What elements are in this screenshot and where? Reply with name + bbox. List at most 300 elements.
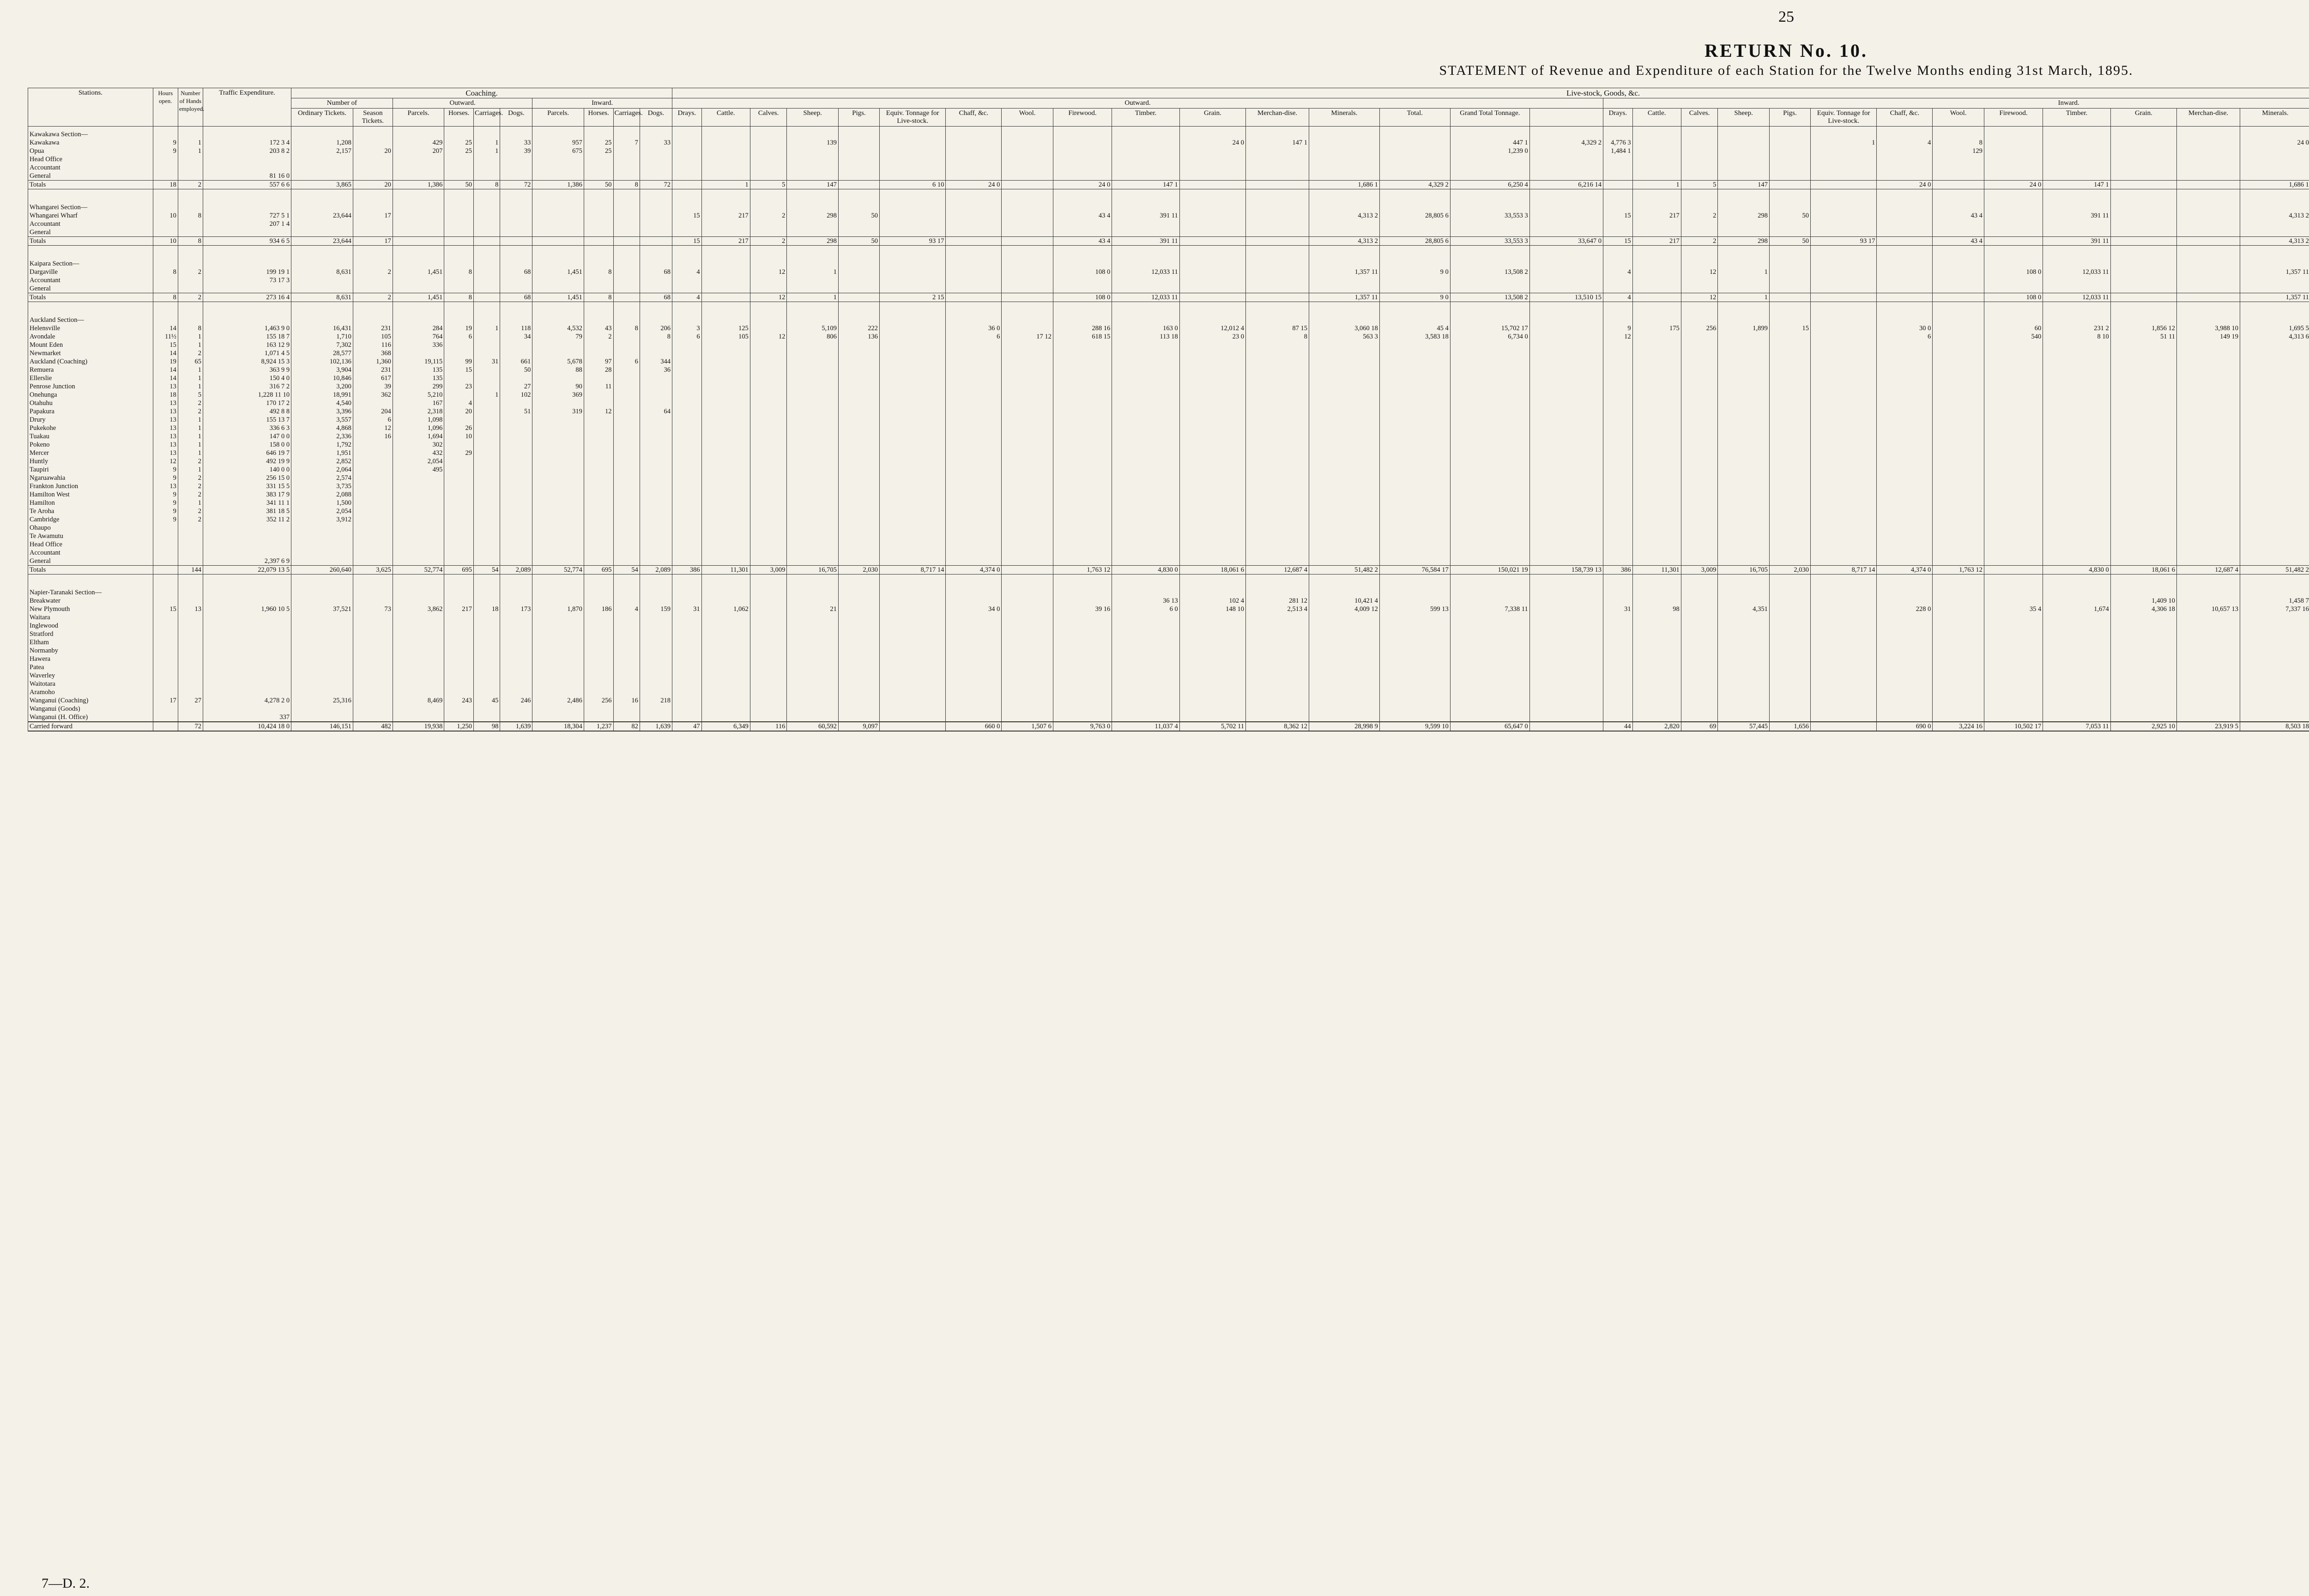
cell-value bbox=[1769, 228, 1810, 237]
cell-value bbox=[1718, 696, 1769, 705]
cell-value: 5,702 11 bbox=[1179, 722, 1245, 731]
cell-value bbox=[672, 696, 701, 705]
cell-value bbox=[1246, 490, 1309, 499]
cell-value: 19,115 bbox=[393, 357, 444, 366]
cell-value bbox=[2240, 622, 2309, 630]
cell-value bbox=[640, 276, 672, 284]
cell-value: 51,482 2 bbox=[2240, 566, 2309, 574]
cell-value bbox=[178, 284, 203, 293]
empty-cell bbox=[1984, 127, 2043, 139]
cell-value bbox=[2043, 532, 2111, 540]
cell-value bbox=[1933, 557, 1984, 566]
cell-value bbox=[1309, 163, 1380, 172]
table-row bbox=[28, 540, 2309, 549]
cell-value bbox=[946, 268, 1002, 276]
cell-value: 8 bbox=[1933, 139, 1984, 147]
cell-value: 260,640 bbox=[291, 566, 353, 574]
cell-value bbox=[672, 366, 701, 374]
cell-value bbox=[1309, 228, 1380, 237]
cell-value bbox=[532, 540, 584, 549]
cell-value bbox=[838, 622, 879, 630]
cell-value: 9 bbox=[153, 507, 178, 515]
cell-value bbox=[750, 597, 787, 605]
col-out-chaff: Chaff, &c. bbox=[946, 109, 1002, 127]
cell-value bbox=[2240, 613, 2309, 622]
cell-value bbox=[946, 705, 1002, 713]
cell-value bbox=[613, 332, 640, 341]
empty-cell bbox=[2240, 585, 2309, 597]
cell-value bbox=[1769, 490, 1810, 499]
cell-value bbox=[1877, 490, 1933, 499]
empty-cell bbox=[1811, 312, 1877, 324]
cell-value bbox=[1053, 663, 1112, 671]
cell-value bbox=[672, 713, 701, 722]
cell-value: 17 bbox=[153, 696, 178, 705]
cell-value bbox=[672, 147, 701, 155]
cell-value bbox=[2110, 212, 2176, 220]
cell-value bbox=[1933, 155, 1984, 163]
cell-value: 1,856 12 bbox=[2110, 324, 2176, 332]
cell-value bbox=[474, 341, 500, 349]
empty-cell bbox=[2043, 246, 2111, 256]
cell-value bbox=[613, 382, 640, 391]
cell-value bbox=[532, 349, 584, 357]
cell-value bbox=[532, 490, 584, 499]
empty-cell bbox=[393, 200, 444, 212]
cell-value: 10,657 13 bbox=[2177, 605, 2240, 613]
cell-value bbox=[1379, 630, 1450, 638]
cell-value bbox=[1112, 622, 1180, 630]
cell-value bbox=[353, 228, 393, 237]
cell-value: 16 bbox=[613, 696, 640, 705]
cell-value bbox=[153, 155, 178, 163]
cell-value: 140 0 0 bbox=[203, 466, 291, 474]
table-row bbox=[28, 374, 2309, 382]
cell-value bbox=[500, 212, 532, 220]
cell-value bbox=[1529, 474, 1603, 482]
cell-value bbox=[1877, 391, 1933, 399]
cell-value bbox=[474, 630, 500, 638]
cell-value bbox=[1002, 482, 1053, 490]
cell-value bbox=[1933, 482, 1984, 490]
cell-value bbox=[532, 212, 584, 220]
cell-value bbox=[701, 482, 750, 490]
cell-value bbox=[1811, 155, 1877, 163]
empty-cell bbox=[672, 574, 701, 585]
cell-value: 495 bbox=[393, 466, 444, 474]
cell-value: 540 bbox=[1984, 332, 2043, 341]
station-name: Onehunga bbox=[28, 391, 153, 399]
empty-cell bbox=[153, 256, 178, 268]
empty-cell bbox=[532, 302, 584, 313]
cell-value: 690 0 bbox=[1877, 722, 1933, 731]
cell-value bbox=[1811, 163, 1877, 172]
empty-cell bbox=[1984, 256, 2043, 268]
cell-value bbox=[474, 540, 500, 549]
cell-value: 76,584 17 bbox=[1379, 566, 1450, 574]
cell-value bbox=[1529, 597, 1603, 605]
cell-value bbox=[1681, 557, 1718, 566]
cell-value: 2,030 bbox=[838, 566, 879, 574]
cell-value bbox=[701, 613, 750, 622]
empty-cell bbox=[880, 312, 946, 324]
empty-cell bbox=[640, 189, 672, 200]
cell-value bbox=[1529, 324, 1603, 332]
cell-value: 1,451 bbox=[532, 293, 584, 302]
cell-value bbox=[1984, 374, 2043, 382]
cell-value bbox=[1450, 696, 1529, 705]
cell-value bbox=[640, 671, 672, 680]
cell-value bbox=[532, 482, 584, 490]
cell-value bbox=[1179, 532, 1245, 540]
cell-value bbox=[2110, 655, 2176, 663]
cell-value bbox=[291, 688, 353, 696]
station-name: Pukekohe bbox=[28, 424, 153, 432]
cell-value: 18,991 bbox=[291, 391, 353, 399]
cell-value bbox=[1811, 220, 1877, 228]
cell-value: 15 bbox=[444, 366, 474, 374]
empty-cell bbox=[178, 189, 203, 200]
cell-value bbox=[1246, 293, 1309, 302]
cell-value bbox=[2110, 466, 2176, 474]
cell-value bbox=[1179, 276, 1245, 284]
cell-value bbox=[880, 228, 946, 237]
empty-cell bbox=[28, 574, 153, 585]
empty-cell bbox=[613, 585, 640, 597]
cell-value bbox=[701, 366, 750, 374]
cell-value bbox=[1053, 524, 1112, 532]
cell-value: 1 bbox=[474, 147, 500, 155]
cell-value: 1 bbox=[178, 466, 203, 474]
cell-value bbox=[1718, 474, 1769, 482]
cell-value bbox=[1002, 155, 1053, 163]
cell-value bbox=[880, 391, 946, 399]
cell-value bbox=[787, 228, 838, 237]
cell-value bbox=[701, 499, 750, 507]
cell-value bbox=[1632, 638, 1681, 647]
cell-value: 8 bbox=[178, 212, 203, 220]
cell-value: 108 0 bbox=[1984, 268, 2043, 276]
cell-value bbox=[1246, 515, 1309, 524]
empty-cell bbox=[1053, 246, 1112, 256]
empty-cell bbox=[946, 189, 1002, 200]
cell-value bbox=[672, 507, 701, 515]
cell-value bbox=[1112, 407, 1180, 416]
cell-value: 47 bbox=[672, 722, 701, 731]
cell-value: 9 0 bbox=[1379, 268, 1450, 276]
cell-value bbox=[1179, 680, 1245, 688]
cell-value: 16,431 bbox=[291, 324, 353, 332]
cell-value bbox=[838, 490, 879, 499]
cell-value bbox=[1529, 630, 1603, 638]
cell-value bbox=[1811, 713, 1877, 722]
cell-value: 139 bbox=[787, 139, 838, 147]
cell-value: 28,577 bbox=[291, 349, 353, 357]
table-row bbox=[28, 466, 2309, 474]
empty-cell bbox=[1002, 312, 1053, 324]
cell-value bbox=[474, 268, 500, 276]
cell-value bbox=[532, 276, 584, 284]
empty-cell bbox=[500, 127, 532, 139]
cell-value bbox=[1769, 441, 1810, 449]
cell-value: 217 bbox=[701, 212, 750, 220]
cell-value bbox=[613, 713, 640, 722]
cell-value bbox=[787, 647, 838, 655]
cell-value bbox=[1379, 663, 1450, 671]
cell-value: 618 15 bbox=[1053, 332, 1112, 341]
cell-value: 806 bbox=[787, 332, 838, 341]
cell-value: 1 bbox=[787, 268, 838, 276]
cell-value bbox=[880, 507, 946, 515]
cell-value bbox=[1379, 688, 1450, 696]
cell-value bbox=[750, 324, 787, 332]
cell-value bbox=[584, 416, 613, 424]
table-row bbox=[28, 407, 2309, 416]
cell-value: 73 17 3 bbox=[203, 276, 291, 284]
cell-value: 11,037 4 bbox=[1112, 722, 1180, 731]
cell-value bbox=[1718, 172, 1769, 181]
cell-value bbox=[1112, 532, 1180, 540]
cell-value bbox=[838, 474, 879, 482]
empty-cell bbox=[1246, 200, 1309, 212]
cell-value bbox=[1984, 399, 2043, 407]
cell-value bbox=[701, 449, 750, 457]
cell-value bbox=[1529, 147, 1603, 155]
empty-cell bbox=[353, 189, 393, 200]
cell-value bbox=[178, 713, 203, 722]
empty-cell bbox=[291, 127, 353, 139]
cell-value bbox=[640, 713, 672, 722]
empty-cell bbox=[1179, 246, 1245, 256]
cell-value bbox=[500, 172, 532, 181]
cell-value bbox=[291, 680, 353, 688]
cell-value bbox=[2177, 424, 2240, 432]
cell-value bbox=[946, 688, 1002, 696]
cell-value bbox=[880, 416, 946, 424]
cell-value bbox=[1450, 613, 1529, 622]
cell-value bbox=[291, 540, 353, 549]
cell-value bbox=[1769, 399, 1810, 407]
cell-value bbox=[2177, 441, 2240, 449]
cell-value bbox=[1002, 382, 1053, 391]
cell-value bbox=[2177, 237, 2240, 246]
cell-value bbox=[701, 155, 750, 163]
cell-value: 57,445 bbox=[1718, 722, 1769, 731]
cell-value bbox=[2043, 663, 2111, 671]
cell-value bbox=[1603, 613, 1632, 622]
cell-value: 331 15 5 bbox=[203, 482, 291, 490]
empty-cell bbox=[1379, 312, 1450, 324]
footer-note: 7—D. 2. bbox=[42, 1576, 90, 1591]
cell-value bbox=[1379, 549, 1450, 557]
col-out-pigs: Pigs. bbox=[838, 109, 879, 127]
cell-value: 20 bbox=[353, 181, 393, 189]
revenue-expenditure-table bbox=[28, 88, 2309, 732]
section-name: Kawakawa Section— bbox=[28, 127, 153, 139]
cell-value bbox=[1112, 663, 1180, 671]
empty-cell bbox=[1603, 256, 1632, 268]
cell-value bbox=[2043, 696, 2111, 705]
cell-value bbox=[672, 655, 701, 663]
cell-value bbox=[1984, 220, 2043, 228]
cell-value bbox=[838, 482, 879, 490]
cell-value bbox=[2043, 155, 2111, 163]
cell-value bbox=[1769, 524, 1810, 532]
cell-value bbox=[701, 688, 750, 696]
cell-value bbox=[787, 549, 838, 557]
cell-value bbox=[291, 228, 353, 237]
cell-value bbox=[393, 474, 444, 482]
empty-cell bbox=[584, 256, 613, 268]
empty-cell bbox=[672, 189, 701, 200]
cell-value bbox=[1002, 212, 1053, 220]
cell-value bbox=[1632, 671, 1681, 680]
cell-value bbox=[750, 276, 787, 284]
cell-value bbox=[672, 220, 701, 228]
cell-value bbox=[2240, 284, 2309, 293]
cell-value bbox=[880, 220, 946, 228]
empty-cell bbox=[532, 256, 584, 268]
cell-value: 2,030 bbox=[1769, 566, 1810, 574]
cell-value bbox=[1309, 663, 1380, 671]
empty-cell bbox=[838, 127, 879, 139]
empty-cell bbox=[2043, 302, 2111, 313]
cell-value bbox=[1450, 163, 1529, 172]
cell-value bbox=[1179, 349, 1245, 357]
cell-value bbox=[1603, 532, 1632, 540]
cell-value bbox=[1632, 549, 1681, 557]
cell-value bbox=[787, 638, 838, 647]
cell-value: 28 bbox=[584, 366, 613, 374]
empty-cell bbox=[1718, 574, 1769, 585]
cell-value bbox=[1246, 449, 1309, 457]
cell-value bbox=[880, 705, 946, 713]
cell-value bbox=[500, 663, 532, 671]
table-row bbox=[28, 490, 2309, 499]
cell-value bbox=[1379, 382, 1450, 391]
cell-value bbox=[178, 663, 203, 671]
cell-value bbox=[1811, 524, 1877, 532]
table-row bbox=[28, 449, 2309, 457]
cell-value bbox=[1379, 357, 1450, 366]
cell-value bbox=[203, 655, 291, 663]
cell-value: 13 bbox=[153, 424, 178, 432]
cell-value: 8,631 bbox=[291, 268, 353, 276]
cell-value: 2 bbox=[178, 268, 203, 276]
cell-value bbox=[2110, 276, 2176, 284]
cell-value bbox=[946, 276, 1002, 284]
cell-value bbox=[1309, 139, 1380, 147]
cell-value bbox=[701, 276, 750, 284]
cell-value bbox=[1002, 163, 1053, 172]
cell-value: 4,009 12 bbox=[1309, 605, 1380, 613]
cell-value bbox=[1179, 424, 1245, 432]
cell-value bbox=[1309, 466, 1380, 474]
cell-value bbox=[2110, 638, 2176, 647]
cell-value bbox=[1877, 499, 1933, 507]
cell-value bbox=[393, 237, 444, 246]
cell-value bbox=[1811, 172, 1877, 181]
cell-value bbox=[1002, 540, 1053, 549]
cell-value bbox=[1450, 713, 1529, 722]
cell-value bbox=[444, 688, 474, 696]
cell-value bbox=[1179, 391, 1245, 399]
cell-value: 2 bbox=[750, 212, 787, 220]
cell-value bbox=[640, 622, 672, 630]
cell-value bbox=[1379, 228, 1450, 237]
cell-value bbox=[1309, 366, 1380, 374]
cell-value bbox=[2110, 663, 2176, 671]
cell-value bbox=[1769, 597, 1810, 605]
cell-value bbox=[1379, 139, 1450, 147]
cell-value bbox=[203, 163, 291, 172]
cell-value: 24 0 bbox=[946, 181, 1002, 189]
cell-value bbox=[203, 638, 291, 647]
cell-value bbox=[1877, 688, 1933, 696]
cell-value: 1,960 10 5 bbox=[203, 605, 291, 613]
cell-value bbox=[1877, 638, 1933, 647]
cell-value bbox=[2043, 499, 2111, 507]
cell-value bbox=[1309, 532, 1380, 540]
cell-value: 1 bbox=[178, 332, 203, 341]
cell-value bbox=[474, 622, 500, 630]
cell-value bbox=[1632, 332, 1681, 341]
col-out-grain: Grain. bbox=[1179, 109, 1245, 127]
empty-cell bbox=[203, 246, 291, 256]
cell-value bbox=[2110, 696, 2176, 705]
cell-value bbox=[1529, 490, 1603, 499]
empty-cell bbox=[584, 585, 613, 597]
table-body bbox=[28, 127, 2309, 732]
empty-cell bbox=[1002, 200, 1053, 212]
cell-value: 29 bbox=[444, 449, 474, 457]
cell-value bbox=[640, 540, 672, 549]
cell-value: 6 bbox=[353, 416, 393, 424]
cell-value bbox=[838, 139, 879, 147]
table-row bbox=[28, 147, 2309, 155]
cell-value bbox=[1179, 147, 1245, 155]
cell-value bbox=[1529, 284, 1603, 293]
cell-value bbox=[640, 237, 672, 246]
cell-value: 1,458 7 bbox=[2240, 597, 2309, 605]
cell-value bbox=[584, 391, 613, 399]
cell-value bbox=[1002, 449, 1053, 457]
cell-value: 4,351 bbox=[1718, 605, 1769, 613]
cell-value: 8 bbox=[153, 268, 178, 276]
cell-value: 2 bbox=[1681, 237, 1718, 246]
section-name: Kaipara Section— bbox=[28, 256, 153, 268]
cell-value bbox=[880, 424, 946, 432]
cell-value bbox=[1769, 181, 1810, 189]
cell-value bbox=[584, 630, 613, 638]
cell-value bbox=[880, 622, 946, 630]
cell-value bbox=[393, 638, 444, 647]
cell-value: 9 bbox=[153, 147, 178, 155]
empty-cell bbox=[2240, 302, 2309, 313]
station-name: Drury bbox=[28, 416, 153, 424]
cell-value bbox=[1450, 597, 1529, 605]
cell-value bbox=[1529, 228, 1603, 237]
station-name: Breakwater bbox=[28, 597, 153, 605]
cell-value: 1,639 bbox=[640, 722, 672, 731]
cell-value bbox=[1681, 549, 1718, 557]
cell-value bbox=[1179, 630, 1245, 638]
cell-value bbox=[750, 147, 787, 155]
empty-cell bbox=[1246, 574, 1309, 585]
cell-value: 27 bbox=[500, 382, 532, 391]
cell-value bbox=[474, 671, 500, 680]
cell-value bbox=[1877, 284, 1933, 293]
